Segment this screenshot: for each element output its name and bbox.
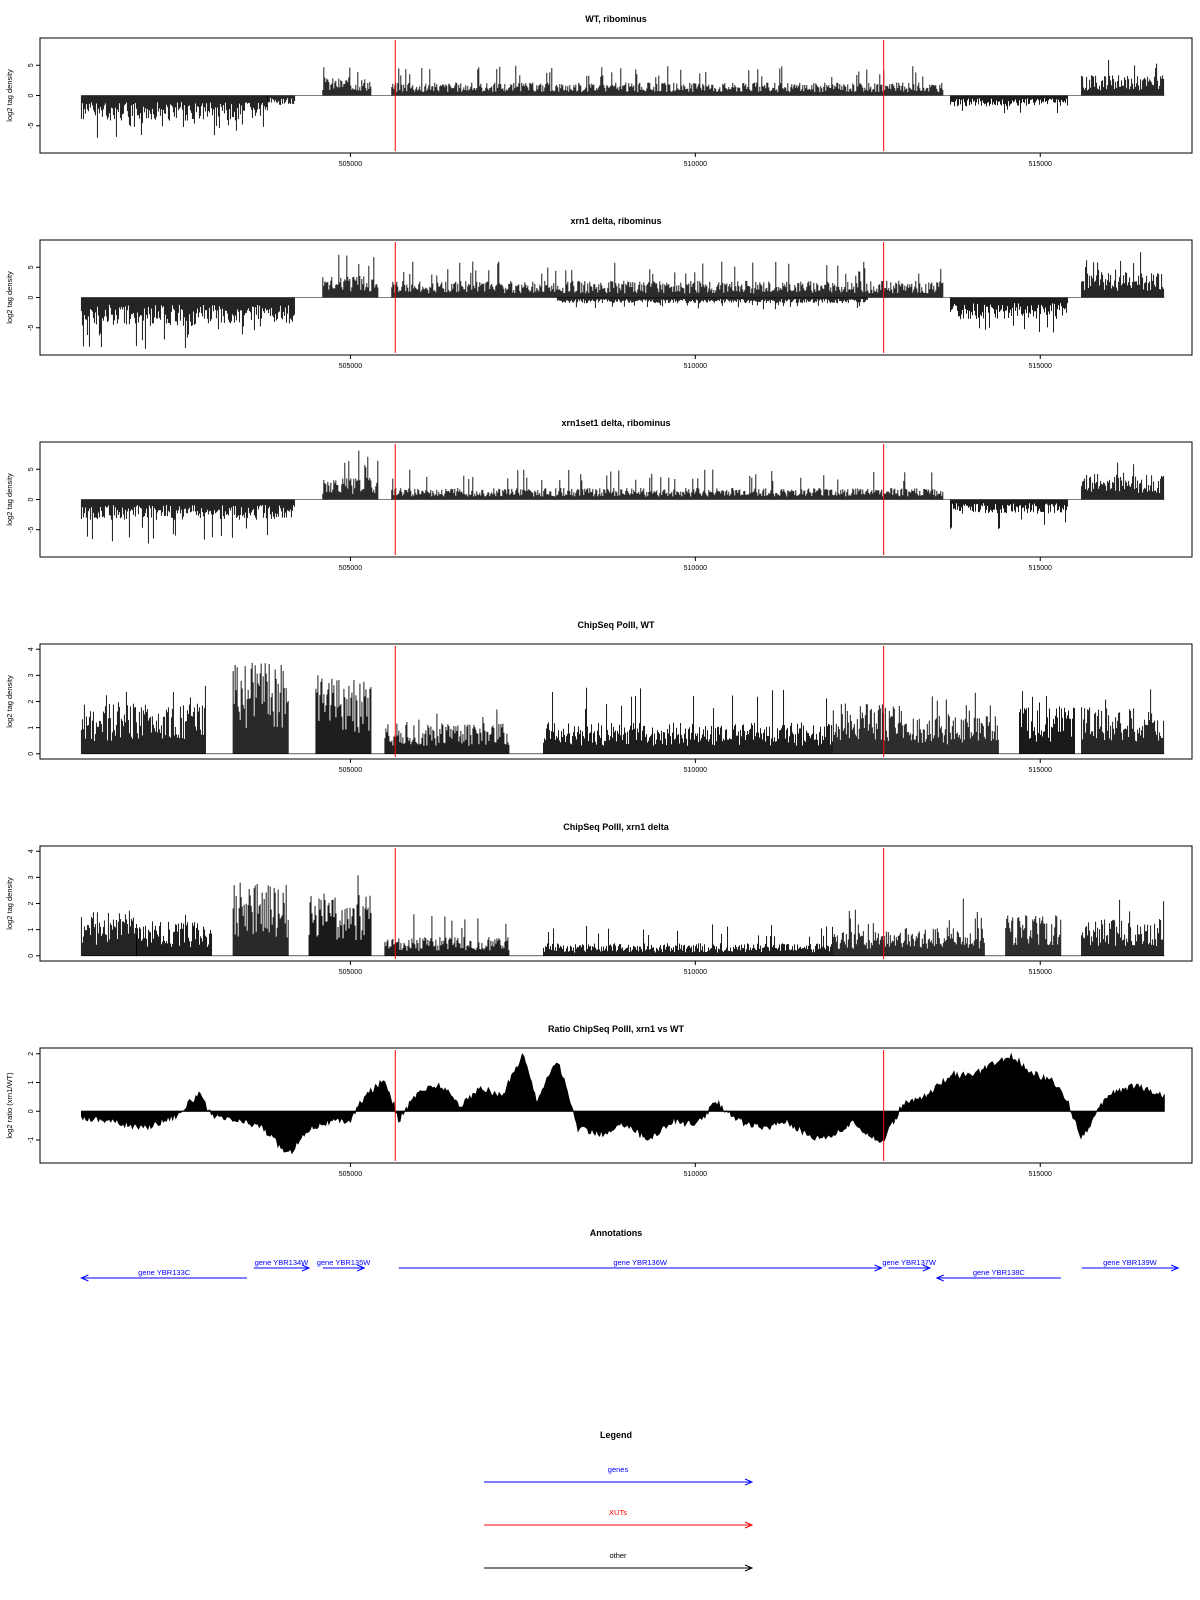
chart-panel-3 [5,418,1192,572]
x-tick-label: 515000 [1028,363,1052,370]
plot-frame [40,846,1192,961]
x-tick-label: 515000 [1028,565,1052,572]
y-tick-label: -5 [28,324,35,331]
y-tick-label: 1 [28,725,35,730]
chart-panel-2 [5,216,1192,370]
x-tick-label: 510000 [683,565,708,572]
x-tick-label: 505000 [338,767,363,774]
x-tick-label: 505000 [338,969,363,976]
x-tick-label: 510000 [683,767,708,774]
y-tick-label: 0 [28,953,35,958]
x-tick-label: 510000 [683,161,708,168]
y-tick-label: 1 [28,927,35,932]
y-tick-label: 3 [28,875,35,880]
y-tick-label: 4 [28,647,35,652]
panel-title: ChipSeq PolII, WT [577,620,655,630]
panel-title: xrn1 delta, ribominus [570,216,662,226]
y-axis-label: log2 tag density [5,877,14,930]
y-tick-label: 5 [28,265,35,270]
x-tick-label: 505000 [338,161,363,168]
y-tick-label: 3 [28,673,35,678]
chart-panel-5 [5,822,1192,976]
y-tick-label: 5 [28,63,35,68]
x-tick-label: 515000 [1028,767,1052,774]
panel-title: ChipSeq PolII, xrn1 delta [563,822,669,832]
y-tick-label: 0 [28,751,35,756]
x-tick-label: 515000 [1028,969,1052,976]
y-axis-label: log2 tag density [5,69,14,122]
x-tick-label: 510000 [683,363,708,370]
panel-title: WT, ribominus [585,14,647,24]
y-tick-label: 0 [28,93,35,98]
y-tick-label: 0 [28,497,35,502]
y-tick-label: -5 [28,122,35,129]
chart-panel-1 [5,14,1192,168]
y-axis-label: log2 tag density [5,271,14,324]
y-tick-label: 2 [28,901,35,906]
y-tick-label: 2 [28,699,35,704]
y-tick-label: 0 [28,295,35,300]
x-tick-label: 510000 [683,969,708,976]
y-tick-label: -5 [28,526,35,533]
x-tick-label: 515000 [1028,161,1052,168]
chart-panel-4 [5,620,1192,774]
x-tick-label: 505000 [338,363,363,370]
panel-title: xrn1set1 delta, ribominus [561,418,671,428]
y-axis-label: log2 tag density [5,675,14,728]
x-tick-label: 505000 [338,565,363,572]
y-tick-label: 5 [28,467,35,472]
y-tick-label: 4 [28,849,35,854]
y-axis-label: log2 tag density [5,473,14,526]
